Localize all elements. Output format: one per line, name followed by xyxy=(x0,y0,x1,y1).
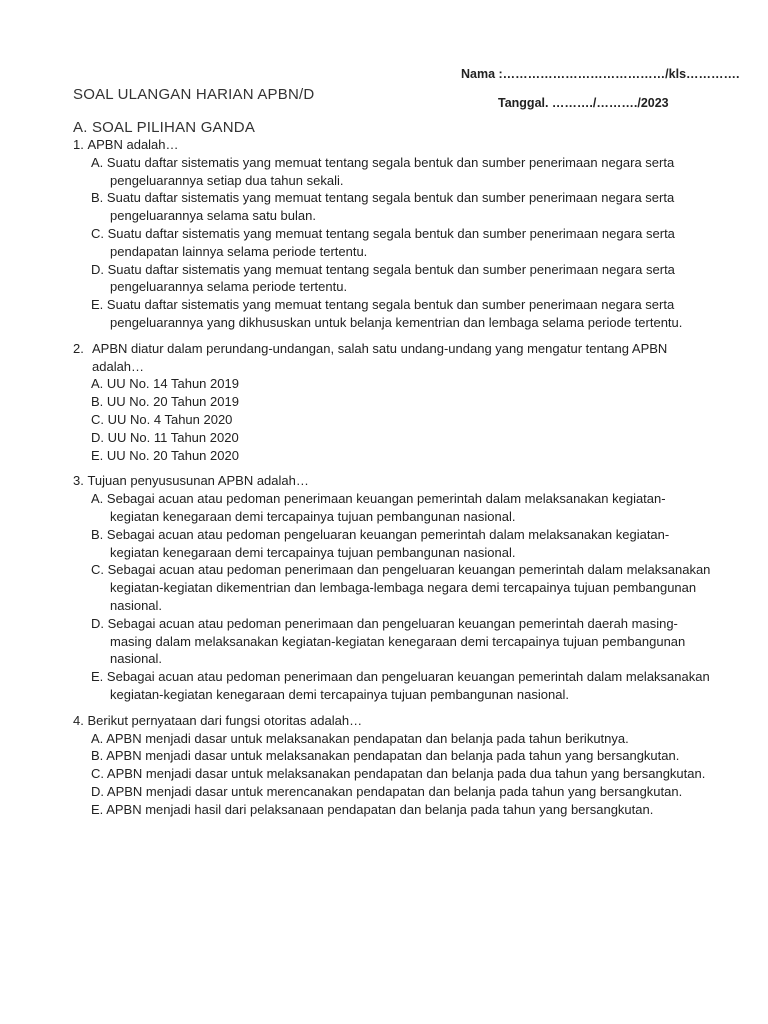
option-text: Suatu daftar sistematis yang memuat tentang segala bentuk dan sumber penerimaan negara serta pengeluarannya selama periode tertentu. xyxy=(107,261,675,295)
question-number: 3. xyxy=(73,473,84,489)
option-text: Suatu daftar sistematis yang memuat tentang segala bentuk dan sumber penerimaan negara serta pengeluarannya setiap dua tahun sekali. xyxy=(106,154,675,188)
option-letter: D. xyxy=(91,615,104,631)
option-text: UU No. 11 Tahun 2020 xyxy=(107,429,239,445)
option-list xyxy=(73,490,713,704)
question-text: APBN diatur dalam perundang-undangan, salah satu undang-undang yang mengatur tentang APBN adalah… xyxy=(92,340,668,374)
question-4 xyxy=(73,712,713,819)
option-letter: E. xyxy=(91,447,104,463)
option-d xyxy=(73,615,713,668)
question-list xyxy=(73,136,713,818)
option-letter: E. xyxy=(91,669,104,685)
option-d xyxy=(73,429,713,447)
option-c xyxy=(73,561,713,614)
option-letter: A. xyxy=(91,491,104,507)
name-class-field: Nama :…………………………………/kls…………. xyxy=(461,67,740,81)
option-b xyxy=(73,747,713,765)
option-d xyxy=(73,783,713,801)
date-field: Tanggal. ………./………./2023 xyxy=(498,96,669,110)
question-1 xyxy=(73,136,713,332)
option-d xyxy=(73,261,713,297)
option-letter: C. xyxy=(91,225,104,241)
option-a xyxy=(73,375,713,393)
option-letter: C. xyxy=(91,411,104,427)
option-b xyxy=(73,189,713,225)
question-number: 2. xyxy=(73,340,84,356)
option-text: UU No. 20 Tahun 2020 xyxy=(106,447,239,463)
option-letter: B. xyxy=(91,526,104,542)
option-text: APBN menjadi dasar untuk melaksanakan pendapatan dan belanja pada dua tahun yang bersangkutan. xyxy=(106,766,706,782)
option-c xyxy=(73,225,713,261)
option-e xyxy=(73,447,713,465)
option-text: APBN menjadi dasar untuk melaksanakan pendapatan dan belanja pada tahun yang bersangkutan. xyxy=(106,748,680,764)
option-list xyxy=(73,375,713,464)
option-letter: B. xyxy=(91,394,104,410)
option-text: Sebagai acuan atau pedoman pengeluaran keuangan pemerintah dalam melaksanakan kegiatan-kegiatan kenegaraan demi tercapainya tujuan pembangunan nasional. xyxy=(106,526,670,560)
option-list xyxy=(73,154,713,332)
option-c xyxy=(73,411,713,429)
option-letter: D. xyxy=(91,783,104,799)
option-a xyxy=(73,730,713,748)
option-text: Sebagai acuan atau pedoman penerimaan dan pengeluaran keuangan pemerintah dalam melaksanakan kegiatan-kegiatan dikementrian dan lembaga-lembaga negara demi tercapainya tujuan pembangunan nasional. xyxy=(107,562,711,613)
option-text: UU No. 14 Tahun 2019 xyxy=(106,376,239,392)
option-a xyxy=(73,490,713,526)
option-letter: A. xyxy=(91,376,104,392)
option-a xyxy=(73,154,713,190)
option-e xyxy=(73,668,713,704)
question-number: 4. xyxy=(73,712,84,728)
option-e xyxy=(73,296,713,332)
question-3 xyxy=(73,472,713,703)
option-text: UU No. 4 Tahun 2020 xyxy=(107,411,233,427)
option-letter: B. xyxy=(91,190,104,206)
option-letter: A. xyxy=(91,154,104,170)
option-letter: D. xyxy=(91,261,104,277)
option-c xyxy=(73,765,713,783)
option-letter: A. xyxy=(91,730,104,746)
option-text: APBN menjadi dasar untuk merencanakan pendapatan dan belanja pada tahun yang bersangkutan. xyxy=(106,783,683,799)
option-text: APBN menjadi dasar untuk melaksanakan pendapatan dan belanja pada tahun berikutnya. xyxy=(106,730,629,746)
question-stem xyxy=(73,136,713,154)
question-number: 1. xyxy=(73,137,84,152)
option-b xyxy=(73,393,713,411)
page-title: SOAL ULANGAN HARIAN APBN/D xyxy=(73,86,315,103)
option-letter: C. xyxy=(91,562,104,578)
section-heading: A. SOAL PILIHAN GANDA xyxy=(73,119,256,136)
option-text: Suatu daftar sistematis yang memuat tentang segala bentuk dan sumber penerimaan negara serta pengeluarannya selama satu bulan. xyxy=(106,190,675,224)
question-stem xyxy=(73,472,713,490)
option-text: APBN menjadi hasil dari pelaksanaan pendapatan dan belanja pada tahun yang bersangkutan. xyxy=(106,801,654,817)
question-text: APBN adalah… xyxy=(87,137,179,152)
option-b xyxy=(73,526,713,562)
option-text: Suatu daftar sistematis yang memuat tentang segala bentuk dan sumber penerimaan negara serta pendapatan lainnya selama periode tertentu. xyxy=(107,225,675,259)
option-text: UU No. 20 Tahun 2019 xyxy=(106,394,239,410)
option-letter: C. xyxy=(91,766,104,782)
option-text: Sebagai acuan atau pedoman penerimaan dan pengeluaran keuangan pemerintah dalam melaksanakan kegiatan-kegiatan kenegaraan demi tercapainya tujuan pembangunan nasional. xyxy=(106,669,710,702)
option-letter: E. xyxy=(91,297,104,313)
option-list xyxy=(73,730,713,819)
option-letter: E. xyxy=(91,801,104,817)
option-text: Sebagai acuan atau pedoman penerimaan dan pengeluaran keuangan pemerintah daerah masing-masing dalam melaksanakan kegiatan-kegiatan kenegaraan demi tercapainya tujuan pembangunan nasional. xyxy=(107,615,686,667)
option-e xyxy=(73,801,713,819)
question-2 xyxy=(73,340,713,465)
option-text: Sebagai acuan atau pedoman penerimaan keuangan pemerintah dalam melaksanakan kegiatan-kegiatan kenegaraan demi tercapainya tujuan pembangunan nasional. xyxy=(106,491,666,524)
question-stem xyxy=(73,712,713,730)
question-stem xyxy=(73,340,713,376)
question-text: Berikut pernyataan dari fungsi otoritas adalah… xyxy=(87,712,363,728)
option-letter: B. xyxy=(91,748,104,764)
option-text: Suatu daftar sistematis yang memuat tentang segala bentuk dan sumber penerimaan negara serta pengeluarannya yang dikhususkan untuk belanja kementrian dan lembaga selama periode tertentu. xyxy=(106,297,683,330)
option-letter: D. xyxy=(91,429,104,445)
question-text: Tujuan penyususunan APBN adalah… xyxy=(87,473,309,489)
